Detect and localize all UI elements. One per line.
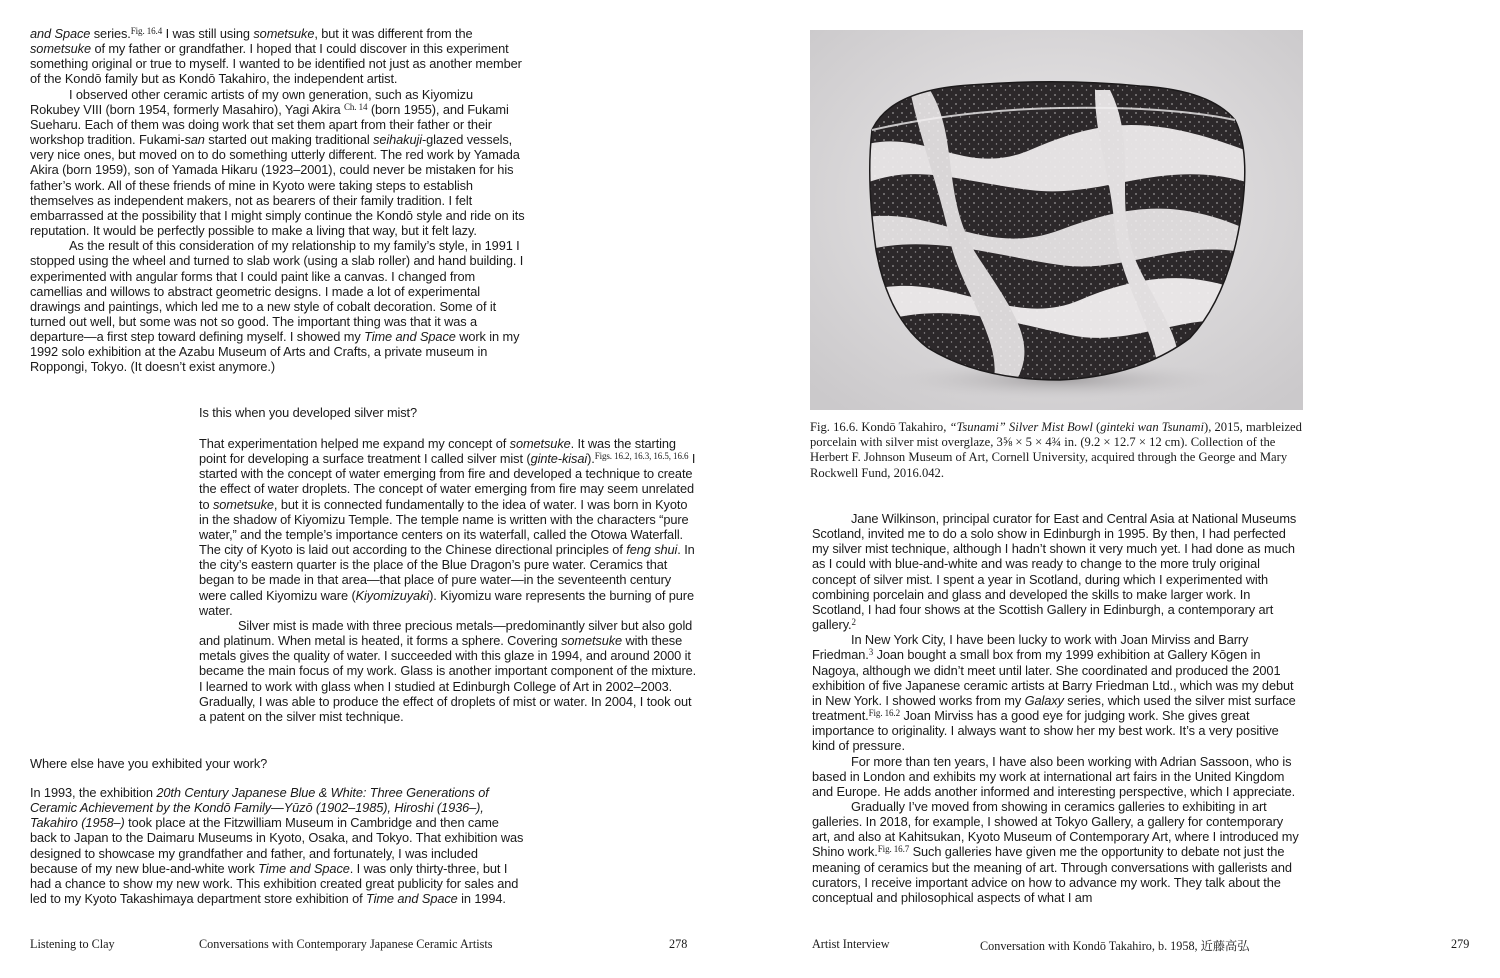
silver-mist-bowl-image (810, 30, 1303, 410)
chapter-subtitle: Conversation with Kondō Takahiro, b. 1958, 近藤高弘 (980, 939, 1250, 953)
interview-answer (199, 436, 699, 724)
page-number: 279 (1451, 937, 1470, 951)
interview-answer (30, 785, 525, 906)
paragraph: and Space series.$^{Fig. 16.4}$ I was still using sometsuke, but it was different from the sometsuke of my father or grandfather. I hoped that I could discover in this experiment something original or true to myself. I wanted to be identified not just as another member of the Kondō family but as Kondō Takahiro, the independent artist. (30, 26, 522, 87)
paragraph: In New York City, I have been lucky to work with Joan Mirviss and Barry Friedman.$^3$ Joan bought a small box from my 1999 exhibition at Gallery Kōgen in Nagoya, although we didn’t meet until later. She coordinated and produced the 2001 exhibition of five Japanese ceramic artists at Barry Friedman Ltd., which was my debut in New York. I showed works from my Galaxy series, which used the silver mist surface treatment.$^{Fig. 16.2}$ Joan Mirviss has a good eye for judging work. She gives great importance to originality. I always want to show her my best work. It’s a very positive kind of pressure. (812, 632, 1296, 754)
page-number: 278 (669, 937, 688, 951)
figure-caption: Fig. 16.6. Kondō Takahiro, “Tsunami” Silver Mist Bowl (ginteki wan Tsunami), 2015, marbleized porcelain with silver mist overglaze, 3⅝ × 5 × 4¾ in. (9.2 × 12.7 × 12 cm). Collection of the Herbert F. Johnson Museum of Art, Cornell University, acquired through the George and Mary Rockwell Fund, 2016.042. (810, 420, 1302, 480)
interview-question: Is this when you developed silver mist? (199, 405, 418, 420)
bowl-photograph (810, 30, 1303, 410)
footnote-marker: 3 (868, 647, 874, 658)
book-title: Listening to Clay (30, 937, 115, 951)
paragraph: Jane Wilkinson, principal curator for East and Central Asia at National Museums Scotland, invited me to do a solo show in Edinburgh in 1995. By then, I had perfected my silver mist technique, although I hadn’t shown it very much yet. I had done as much as I could with blue-and-white and was ready to change to the more truly original concept of silver mist. I spent a year in Scotland, during which I experimented with combining porcelain and glass and developed the skills to make larger work. In Scotland, I had four shows at the Scottish Gallery in Edinburgh, a contemporary art gallery.$^2$ (812, 511, 1297, 633)
paragraph: That experimentation helped me expand my concept of sometsuke. It was the starting point for developing a surface treatment I called silver mist (ginte-kisai).$^{Figs. 16.2, 16.3, 16.5, 16.6}$ I started with the concept of water emerging from fire and developed a technique to create the effect of water droplets. The concept of water emerging from fire may seem unrelated to sometsuke, but it is connected fundamentally to the idea of water. I was born in Kyoto in the shadow of Kiyomizu Temple. The temple name is written with the characters “pure water,” and the temple’s importance centers on its waterfall, called the Otowa Waterfall. The city of Kyoto is laid out according to the Chinese directional principles of feng shui. In the city’s eastern quarter is the place of the Blue Dragon’s pure water. Ceramics that began to be made in that area—that place of pure water—in the seventeenth century were called Kiyomizu ware (Kiyomizuyaki). Kiyomizu ware represents the burning of pure water. (199, 436, 696, 618)
figure-reference: Fig. 16.2 (868, 708, 900, 719)
left-text-column (30, 26, 525, 375)
running-footer-right (812, 937, 1492, 953)
figure-reference: Figs. 16.2, 16.3, 16.5, 16.6 (594, 451, 689, 462)
figure-reference: Fig. 16.4 (130, 26, 163, 36)
section-title: Artist Interview (812, 937, 890, 951)
paragraph: In 1993, the exhibition 20th Century Japanese Blue & White: Three Generations of Ceramic Achievement by the Kondō Family—Yūzō (1902–1985), Hiroshi (1936–), Takahiro (1958–) took place at the Fitzwilliam Museum in Cambridge and then came back to Japan to the Daimaru Museums in Kyoto, Osaka, and Tokyo. That exhibition was designed to showcase my grandfather and father, and fortunately, I was included because of my new blue-and-white work Time and Space. I was only thirty-three, but I had a chance to show my new work. This exhibition created great publicity for sales and led to my Kyoto Takashimaya department store exhibition of Time and Space in 1994. (30, 785, 524, 907)
paragraph: Silver mist is made with three precious metals—predominantly silver but also gold and platinum. When metal is heated, it forms a sphere. Covering sometsuke with these metals gives the quality of water. I succeeded with this glaze in 1994, and around 2000 it became the main focus of my work. Glass is another important component of the mixture. I learned to work with glass when I studied at Edinburgh College of Art in 2002–2003. Gradually, I was able to produce the effect of droplets of mist or water. In 2004, I took out a patent on the silver mist technique. (199, 617, 697, 724)
chapter-reference: Ch. 14 (344, 101, 368, 112)
running-footer-left (30, 937, 730, 953)
book-subtitle: Conversations with Contemporary Japanese Ceramic Artists (199, 937, 493, 951)
paragraph: As the result of this consideration of my relationship to my family’s style, in 1991 I stopped using the wheel and turned to slab work (using a slab roller) and hand building. I experimented with angular forms that I could paint like a canvas. I changed from camellias and willows to abstract geometric designs. I made a lot of experimental drawings and paintings, which led me to a new style of cobalt decoration. Some of it turned out well, but some was not so good. The important thing was that it was a departure—a first step toward defining myself. I showed my Time and Space work in my 1992 solo exhibition at the Azabu Museum of Arts and Crafts, a private museum in Roppongi, Tokyo. (It doesn’t exist anymore.) (30, 238, 524, 375)
footnote-marker: 2 (851, 617, 856, 628)
right-text-column (812, 511, 1302, 905)
left-page (0, 0, 740, 978)
paragraph: I observed other ceramic artists of my own generation, such as Kiyomizu Rokubey VIII (born 1954, formerly Masahiro), Yagi Akira $^{Ch. 14}$ (born 1955), and Fukami Sueharu. Each of them was doing work that set them apart from their father or their workshop tradition. Fukami-san started out making traditional seihakuji-glazed vessels, very nice ones, but moved on to do something utterly different. The red work by Yamada Akira (born 1959), son of Yamada Hikaru (1923–2001), could never be mistaken for his father’s work. All of these friends of mine in Kyoto were taking steps to establish themselves as independent makers, not as bearers of their family tradition. I felt embarrassed at the possibility that I might simply continue the Kondō style and ride on its reputation. It would be perfectly possible to make a living that way, but it felt lazy. (30, 86, 525, 239)
paragraph: For more than ten years, I have also been working with Adrian Sassoon, who is based in London and exhibits my work at international art fairs in the United Kingdom and Europe. He adds another informed and interesting perspective, which I appreciate. (812, 753, 1296, 799)
right-page (750, 0, 1500, 978)
figure-reference: Fig. 16.7 (877, 844, 910, 855)
interview-question: Where else have you exhibited your work? (30, 756, 268, 771)
paragraph: Gradually I’ve moved from showing in ceramics galleries to exhibiting in art galleries. In 2018, for example, I showed at Tokyo Gallery, a gallery for contemporary art, and also at Kahitsukan, Kyoto Museum of Contemporary Art, where I introduced my Shino work.$^{Fig. 16.7}$ Such galleries have given me the opportunity to debate not just the meaning of ceramics but the meaning of art. Through conversations with gallerists and curators, I receive important advice on how to advance my work. They talk about the conceptual and philosophical aspects of what I am (812, 798, 1299, 905)
